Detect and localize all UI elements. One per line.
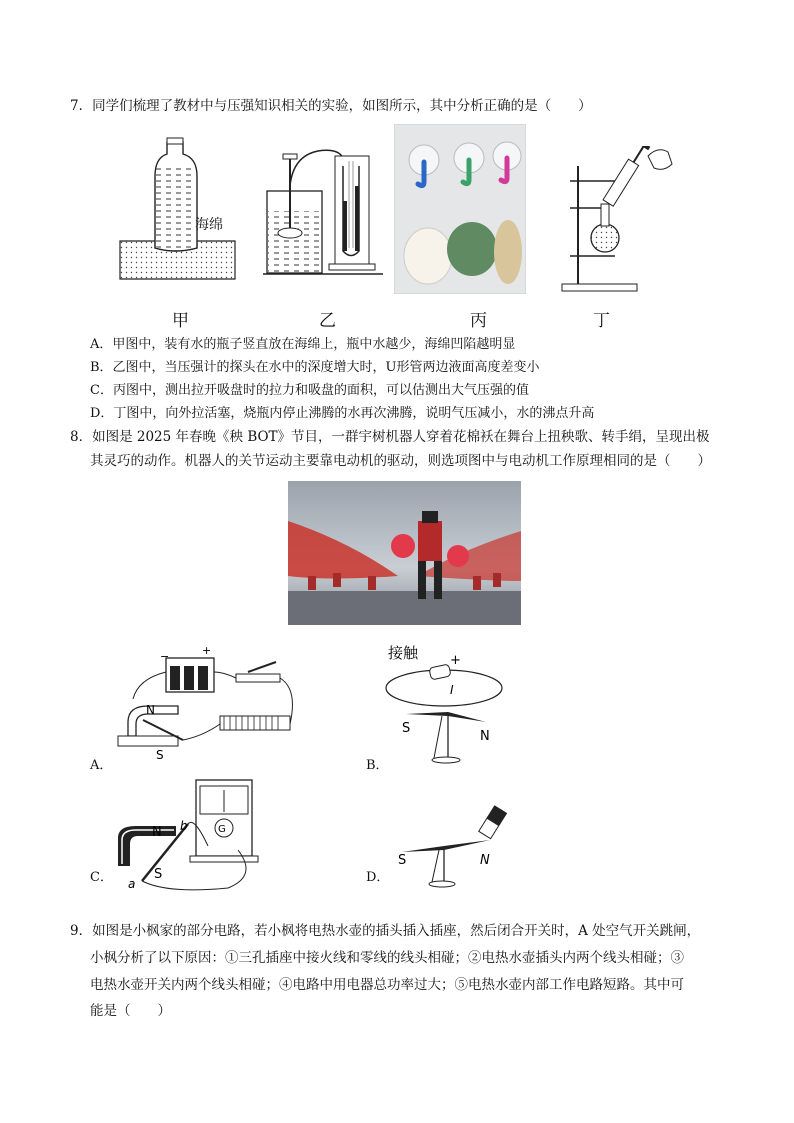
fig-c-g: G xyxy=(218,824,226,835)
q8-stem-line2: 其灵巧的动作。机器人的关节运动主要靠电动机的驱动，则选项图中与电动机工作原理相同的是（ ） xyxy=(90,453,711,469)
q7-option-d: D．丁图中，向外拉活塞，烧瓶内停止沸腾的水再次沸腾，说明气压减小，水的沸点升高 xyxy=(90,406,595,421)
q9-line3: 电热水壶开关内两个线头相碰；④电路中用电器总功率过大；⑤电热水壶内部工作电路短路。其中可 xyxy=(90,977,684,993)
fig-b-plus: + xyxy=(450,653,461,668)
q7-option-a: A．甲图中，装有水的瓶子竖直放在海绵上，瓶中水越少，海绵凹陷越明显 xyxy=(90,337,516,352)
fig-b-touch-label: 接触 xyxy=(388,644,419,662)
q9-line4: 能是（ ） xyxy=(90,1003,171,1019)
fig-bing-suction-hooks-photo xyxy=(394,124,526,294)
fig-d-magnet-needle xyxy=(382,800,522,888)
caption-jia: 甲 xyxy=(172,311,189,331)
fig-ding-flask-syringe xyxy=(560,146,675,296)
fig-b-s: S xyxy=(402,721,411,736)
caption-bing: 丙 xyxy=(470,311,487,331)
fig-d-n: N xyxy=(480,853,490,868)
battery-minus: − xyxy=(160,650,170,663)
q8-stem-line1: 8．如图是 2025 年春晚《秧 BOT》节目，一群宇树机器人穿着花棉袄在舞台上扭秧歌、转手绢，呈现出极 xyxy=(70,429,710,445)
q9-line1: 9．如图是小枫家的部分电路，若小枫将电热水壶的插头插入插座，然后闭合开关时，A 处空气开关跳闸， xyxy=(70,923,701,939)
caption-ding: 丁 xyxy=(593,311,610,331)
q7-option-b: B．乙图中，当压强计的探头在水中的深度增大时，U形管两边液面高度差变小 xyxy=(90,360,540,375)
fig-c-a: a xyxy=(128,877,136,891)
fig-a-circuit-magnet xyxy=(108,644,308,762)
q8-option-b-letter: B． xyxy=(366,758,389,773)
fig-c-n: N xyxy=(152,825,162,840)
q7-stem: 7．同学们梳理了教材中与压强知识相关的实验，如图所示，其中分析正确的是（ ） xyxy=(70,98,592,114)
fig-jia-bottle-on-sponge xyxy=(115,136,245,281)
fig-b-n: N xyxy=(480,729,490,744)
fig-a-s: S xyxy=(156,748,164,762)
battery-plus: + xyxy=(202,644,212,657)
q8-option-c-letter: C． xyxy=(90,870,113,885)
fig-d-s: S xyxy=(398,853,407,868)
q7-option-c: C．丙图中，测出拉开吸盘时的拉力和吸盘的面积，可以估测出大气压强的值 xyxy=(90,383,529,398)
robot-stage-photo xyxy=(288,481,521,625)
fig-c-s: S xyxy=(154,867,163,882)
q9-line2: 小枫分析了以下原因：①三孔插座中接火线和零线的线头相碰；②电热水壶插头内两个线头相碰；③ xyxy=(90,950,684,966)
caption-yi: 乙 xyxy=(319,311,336,331)
fig-c-b: b xyxy=(180,819,188,833)
q8-option-a-letter: A． xyxy=(90,758,113,773)
fig-a-n: N xyxy=(146,703,155,717)
fig-b-current: I xyxy=(450,683,454,697)
fig-c-generator-galvanometer xyxy=(108,776,288,894)
fig-b-oersted xyxy=(382,640,512,768)
q8-option-d-letter: D． xyxy=(366,870,390,885)
fig-yi-pressure-gauge xyxy=(263,136,388,281)
sponge-label: 海绵 xyxy=(195,217,223,233)
